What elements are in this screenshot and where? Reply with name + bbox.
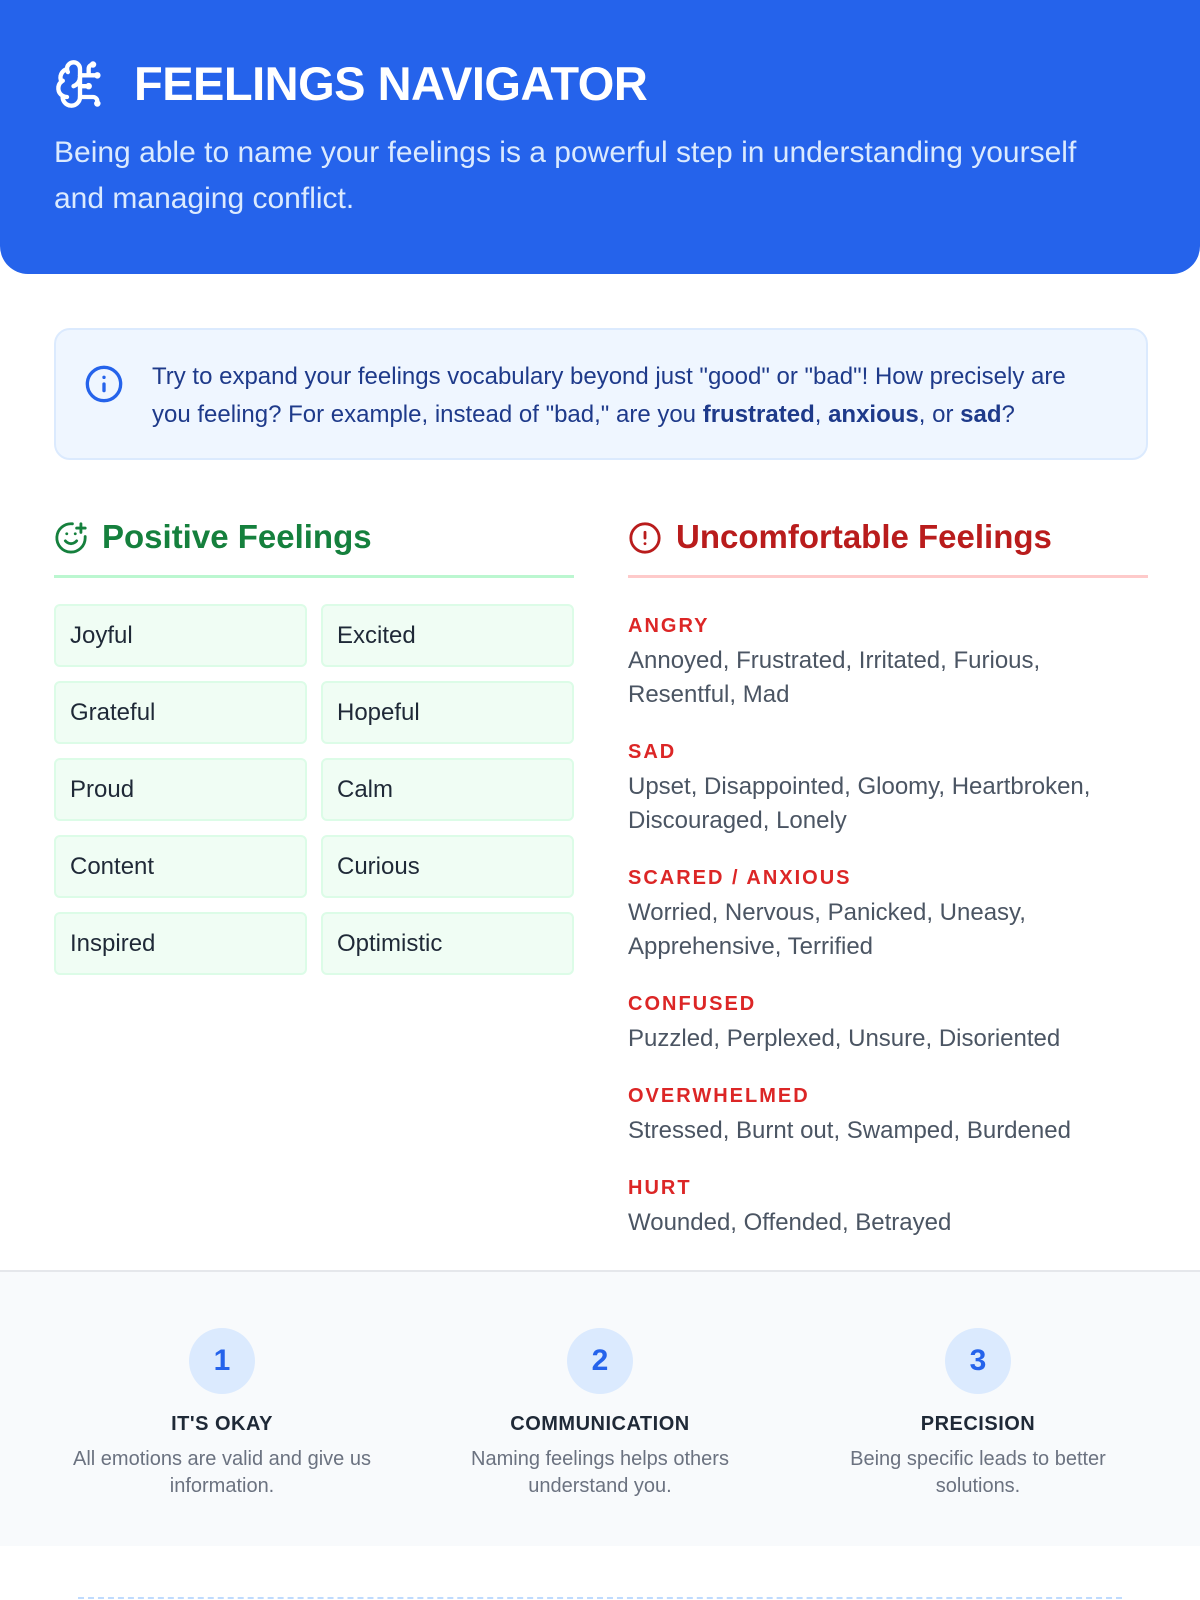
step-title: IT'S OKAY — [171, 1413, 273, 1435]
feeling-tile: Joyful — [54, 604, 307, 667]
info-separator: , — [814, 401, 829, 428]
positive-feelings-grid — [54, 604, 574, 975]
feeling-tile: Curious — [321, 835, 574, 898]
info-bold-anxious: anxious — [828, 401, 919, 428]
feeling-group-label: SCARED / ANXIOUS — [628, 867, 852, 889]
step-title: COMMUNICATION — [510, 1413, 690, 1435]
feeling-group-label: HURT — [628, 1177, 692, 1199]
positive-heading-text: Positive Feelings — [102, 518, 372, 555]
alert-icon — [628, 521, 662, 555]
feeling-group-words: Upset, Disappointed, Gloomy, Heartbroken, Discouraged, Lonely — [628, 773, 1091, 834]
info-icon — [84, 364, 124, 404]
feeling-group-label: OVERWHELMED — [628, 1085, 810, 1107]
info-text — [152, 358, 1110, 434]
principle-step — [42, 1328, 402, 1500]
feeling-group — [628, 1082, 1148, 1148]
uncomfortable-heading — [628, 512, 1148, 578]
info-end: ? — [1001, 401, 1015, 428]
feeling-tile: Proud — [54, 758, 307, 821]
step-title: PRECISION — [920, 1413, 1036, 1435]
feeling-group — [628, 864, 1148, 964]
step-text: Being specific leads to better solutions. — [850, 1448, 1106, 1497]
brain-icon — [54, 58, 106, 110]
step-text: All emotions are valid and give us information. — [73, 1448, 371, 1497]
feeling-group-words: Puzzled, Perplexed, Unsure, Disoriented — [628, 1025, 1061, 1052]
principle-step — [420, 1328, 780, 1500]
feeling-tile: Inspired — [54, 912, 307, 975]
feeling-group-words: Stressed, Burnt out, Swamped, Burdened — [628, 1117, 1071, 1144]
feeling-group — [628, 738, 1148, 838]
feeling-group-label: SAD — [628, 741, 677, 763]
feeling-tile: Hopeful — [321, 681, 574, 744]
dashed-divider — [78, 1597, 1122, 1599]
info-separator: , or — [918, 401, 961, 428]
uncomfortable-heading-text: Uncomfortable Feelings — [676, 518, 1052, 555]
uncomfortable-feelings-list — [628, 612, 1148, 1266]
feeling-group — [628, 612, 1148, 712]
feeling-group — [628, 990, 1148, 1056]
feeling-group-label: ANGRY — [628, 615, 710, 637]
step-number-badge: 3 — [945, 1328, 1011, 1394]
principle-step — [798, 1328, 1158, 1500]
feeling-tile: Content — [54, 835, 307, 898]
feeling-group — [628, 1174, 1148, 1240]
info-bold-frustrated: frustrated — [702, 401, 815, 428]
feeling-tile: Excited — [321, 604, 574, 667]
info-bold-sad: sad — [960, 401, 1002, 428]
step-number-badge: 1 — [189, 1328, 255, 1394]
header-banner — [0, 0, 1200, 274]
principles-footer — [0, 1270, 1200, 1546]
feeling-group-words: Worried, Nervous, Panicked, Uneasy, Apprehensive, Terrified — [628, 899, 1026, 960]
info-text-part: Try to expand your feelings vocabulary beyond just "good" or "bad"! How precisely are you feeling? For example, instead of "bad," are you — [152, 363, 1066, 428]
feeling-tile: Grateful — [54, 681, 307, 744]
smile-icon — [54, 521, 88, 555]
step-text: Naming feelings helps others understand you. — [471, 1448, 729, 1497]
info-callout — [54, 328, 1148, 460]
feeling-group-words: Annoyed, Frustrated, Irritated, Furious, Resentful, Mad — [628, 647, 1041, 708]
step-number-badge: 2 — [567, 1328, 633, 1394]
positive-heading — [54, 512, 574, 578]
feeling-tile: Calm — [321, 758, 574, 821]
page-subtitle: Being able to name your feelings is a powerful step in understanding yourself and managing conflict. — [54, 136, 1077, 215]
page-title: FEELINGS NAVIGATOR — [134, 57, 648, 110]
feeling-tile: Optimistic — [321, 912, 574, 975]
feeling-group-words: Wounded, Offended, Betrayed — [628, 1209, 952, 1236]
feeling-group-label: CONFUSED — [628, 993, 757, 1015]
title-row — [54, 56, 1146, 112]
